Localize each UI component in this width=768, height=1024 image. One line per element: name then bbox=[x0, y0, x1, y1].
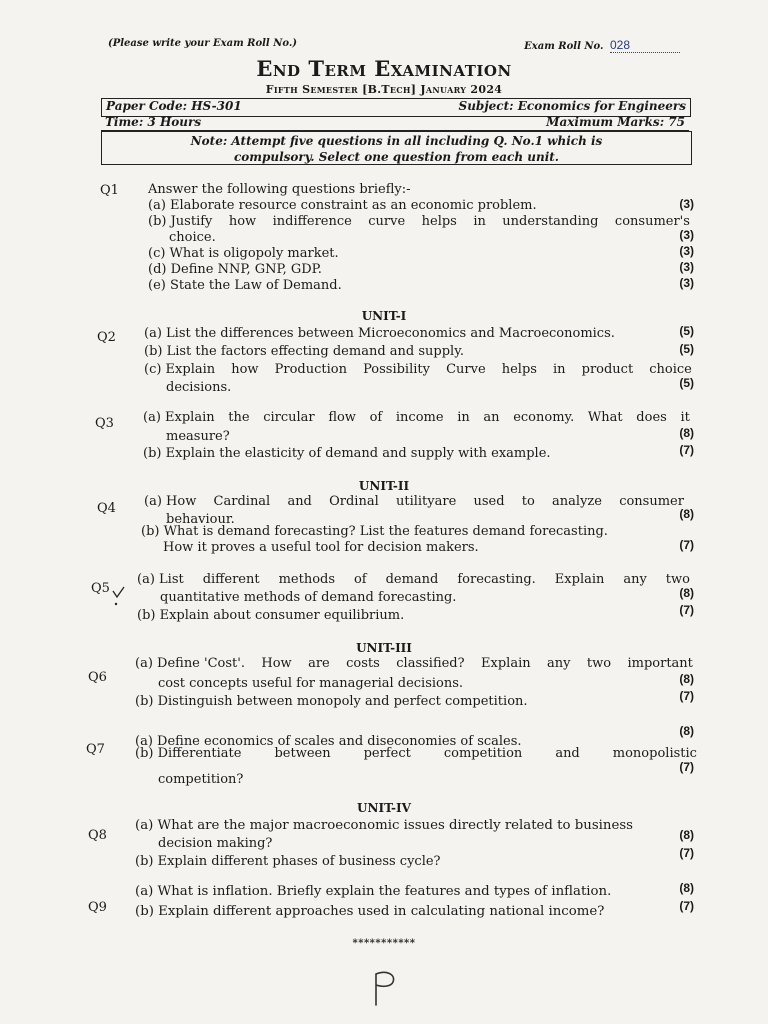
question-part: (b) Distinguish between monopoly and perfect competition. bbox=[135, 694, 528, 709]
note-line: Note: Attempt five questions in all including Q. No.1 which is bbox=[190, 134, 603, 148]
question-part-justified bbox=[148, 214, 690, 229]
word: different bbox=[202, 572, 260, 587]
question-part-cont: behaviour. bbox=[166, 512, 235, 527]
question-number: Q1 bbox=[100, 183, 119, 198]
subject: Subject: Economics for Engineers bbox=[458, 99, 686, 113]
instructions-note bbox=[101, 131, 692, 165]
word: indifference bbox=[272, 214, 352, 229]
word: consumer bbox=[619, 494, 684, 509]
word: classified? bbox=[396, 656, 465, 671]
question-number: Q2 bbox=[97, 330, 116, 345]
handwritten-signature-icon bbox=[370, 968, 400, 1008]
question-part: (a) Define economics of scales and diseconomies of scales. bbox=[135, 734, 522, 749]
word: how bbox=[231, 362, 259, 377]
question-part-justified bbox=[144, 494, 684, 509]
question-number: Q7 bbox=[86, 742, 105, 757]
word: any bbox=[547, 656, 571, 671]
word: in bbox=[473, 214, 486, 229]
marks: (3) bbox=[679, 197, 694, 211]
question-part: (c) What is oligopoly market. bbox=[148, 246, 339, 261]
question-part: (d) Define NNP, GNP, GDP. bbox=[148, 262, 322, 277]
marks: (8) bbox=[679, 828, 694, 842]
unit-heading: UNIT-II bbox=[358, 479, 410, 493]
word: an bbox=[483, 410, 500, 425]
question-part-justified bbox=[135, 746, 697, 761]
word: of bbox=[353, 572, 367, 587]
marks: (7) bbox=[679, 760, 694, 774]
marks: (8) bbox=[679, 724, 694, 738]
word: (b) Differentiate bbox=[135, 746, 242, 761]
marks: (8) bbox=[679, 672, 694, 686]
roll-number-field bbox=[524, 38, 680, 52]
word: (a) Define 'Cost'. bbox=[135, 656, 245, 671]
question-number: Q6 bbox=[88, 670, 107, 685]
check-mark-icon bbox=[111, 585, 125, 607]
word: it bbox=[680, 410, 690, 425]
word: are bbox=[308, 656, 330, 671]
end-of-paper-marker: *********** bbox=[352, 938, 416, 949]
marks: (7) bbox=[679, 443, 694, 457]
question-part-justified bbox=[143, 410, 690, 425]
marks: (7) bbox=[679, 603, 694, 617]
marks: (3) bbox=[679, 260, 694, 274]
marks: (7) bbox=[679, 689, 694, 703]
question-part-justified bbox=[135, 656, 693, 671]
question-intro: Answer the following questions briefly:- bbox=[148, 182, 411, 197]
word: (a) How bbox=[144, 494, 197, 509]
question-part: (a) Elaborate resource constraint as an economic problem. bbox=[148, 198, 537, 213]
question-part-cont: decision making? bbox=[158, 836, 273, 851]
word: demand bbox=[385, 572, 439, 587]
roll-number-row bbox=[108, 38, 680, 56]
question-part: (a) List the differences between Microeconomics and Macroeconomics. bbox=[144, 326, 615, 341]
word: to bbox=[521, 494, 535, 509]
word: Possibility bbox=[363, 362, 430, 377]
word: in bbox=[457, 410, 470, 425]
word: two bbox=[586, 656, 612, 671]
maximum-marks: Maximum Marks: 75 bbox=[546, 115, 685, 129]
unit-heading: UNIT-III bbox=[356, 641, 412, 655]
word: Explain bbox=[554, 572, 605, 587]
roll-prompt: (Please write your Exam Roll No.) bbox=[108, 38, 298, 49]
marks: (3) bbox=[679, 228, 694, 242]
word: Cardinal bbox=[213, 494, 271, 509]
question-part: (b) What is demand forecasting? List the features demand forecasting. bbox=[141, 524, 608, 539]
word: circular bbox=[263, 410, 315, 425]
word: Explain bbox=[481, 656, 531, 671]
word: competition bbox=[443, 746, 523, 761]
question-number: Q9 bbox=[88, 900, 107, 915]
question-number: Q3 bbox=[95, 416, 114, 431]
word: between bbox=[274, 746, 331, 761]
question-part: (a) What is inflation. Briefly explain the features and types of inflation. bbox=[135, 884, 612, 899]
marks: (8) bbox=[679, 881, 694, 895]
word: helps bbox=[501, 362, 537, 377]
question-part-cont: competition? bbox=[158, 772, 244, 787]
word: (a) Explain bbox=[143, 410, 215, 425]
word: How bbox=[261, 656, 292, 671]
question-part-justified bbox=[137, 572, 690, 587]
word: helps bbox=[421, 214, 457, 229]
marks: (7) bbox=[679, 538, 694, 552]
question-number: Q4 bbox=[97, 501, 116, 516]
word: Curve bbox=[446, 362, 486, 377]
word: Production bbox=[274, 362, 347, 377]
marks: (7) bbox=[679, 846, 694, 860]
word: understanding bbox=[502, 214, 599, 229]
word: What bbox=[587, 410, 623, 425]
question-part-cont: decisions. bbox=[166, 380, 232, 395]
word: Ordinal bbox=[329, 494, 379, 509]
word: does bbox=[636, 410, 667, 425]
question-part: (a) What are the major macroeconomic issues directly related to business bbox=[135, 818, 633, 833]
marks: (8) bbox=[679, 586, 694, 600]
exam-title: End Term Examination bbox=[256, 56, 512, 81]
marks: (3) bbox=[679, 244, 694, 258]
paper-code: Paper Code: HS-301 bbox=[106, 99, 242, 113]
exam-subtitle: Fifth Semester [B.Tech] January 2024 bbox=[265, 83, 503, 96]
question-part: (b) Explain the elasticity of demand and supply with example. bbox=[143, 446, 551, 461]
question-number: Q8 bbox=[88, 828, 107, 843]
question-part: (b) Explain different approaches used in calculating national income? bbox=[135, 904, 605, 919]
note-line: compulsory. Select one question from each unit. bbox=[233, 150, 559, 164]
roll-label: Exam Roll No. bbox=[524, 41, 604, 52]
word: curve bbox=[368, 214, 406, 229]
word: two bbox=[665, 572, 690, 587]
question-part-justified bbox=[144, 362, 692, 377]
word: used bbox=[473, 494, 505, 509]
marks: (5) bbox=[679, 342, 694, 356]
marks: (8) bbox=[679, 507, 694, 521]
time-marks-row bbox=[101, 115, 689, 131]
question-part: (b) List the factors effecting demand and supply. bbox=[144, 344, 464, 359]
time-allowed: Time: 3 Hours bbox=[105, 115, 202, 129]
question-part: (e) State the Law of Demand. bbox=[148, 278, 342, 293]
word: perfect bbox=[363, 746, 411, 761]
word: (b) Justify bbox=[148, 214, 213, 229]
question-part-cont: cost concepts useful for managerial decisions. bbox=[158, 676, 464, 691]
marks: (5) bbox=[679, 376, 694, 390]
word: how bbox=[228, 214, 257, 229]
question-part: (b) Explain different phases of business cycle? bbox=[135, 854, 441, 869]
word: costs bbox=[346, 656, 380, 671]
word: important bbox=[627, 656, 693, 671]
word: income bbox=[395, 410, 444, 425]
question-part: (b) Explain about consumer equilibrium. bbox=[137, 608, 405, 623]
question-part-cont: measure? bbox=[166, 429, 230, 444]
word: product bbox=[581, 362, 634, 377]
roll-value: 028 bbox=[610, 38, 680, 53]
word: (a) List bbox=[137, 572, 184, 587]
word: of bbox=[369, 410, 383, 425]
word: monopolistic bbox=[612, 746, 697, 761]
word: choice bbox=[649, 362, 692, 377]
word: methods bbox=[278, 572, 336, 587]
question-number: Q5 bbox=[91, 581, 110, 596]
word: (c) Explain bbox=[144, 362, 216, 377]
word: the bbox=[228, 410, 250, 425]
marks: (3) bbox=[679, 276, 694, 290]
marks: (5) bbox=[679, 324, 694, 338]
word: forecasting. bbox=[457, 572, 536, 587]
word: economy. bbox=[513, 410, 575, 425]
unit-heading: UNIT-I bbox=[361, 309, 407, 323]
marks: (7) bbox=[679, 899, 694, 913]
word: any bbox=[623, 572, 647, 587]
word: utilityare bbox=[395, 494, 457, 509]
word: consumer's bbox=[614, 214, 690, 229]
marks: (8) bbox=[679, 426, 694, 440]
word: flow bbox=[328, 410, 356, 425]
question-part-cont: quantitative methods of demand forecasting. bbox=[160, 590, 457, 605]
unit-heading: UNIT-IV bbox=[357, 801, 411, 815]
question-part-cont: choice. bbox=[169, 230, 216, 245]
word: and bbox=[287, 494, 312, 509]
word: and bbox=[555, 746, 580, 761]
question-part-cont: How it proves a useful tool for decision makers. bbox=[163, 540, 479, 555]
word: analyze bbox=[552, 494, 602, 509]
word: in bbox=[553, 362, 566, 377]
